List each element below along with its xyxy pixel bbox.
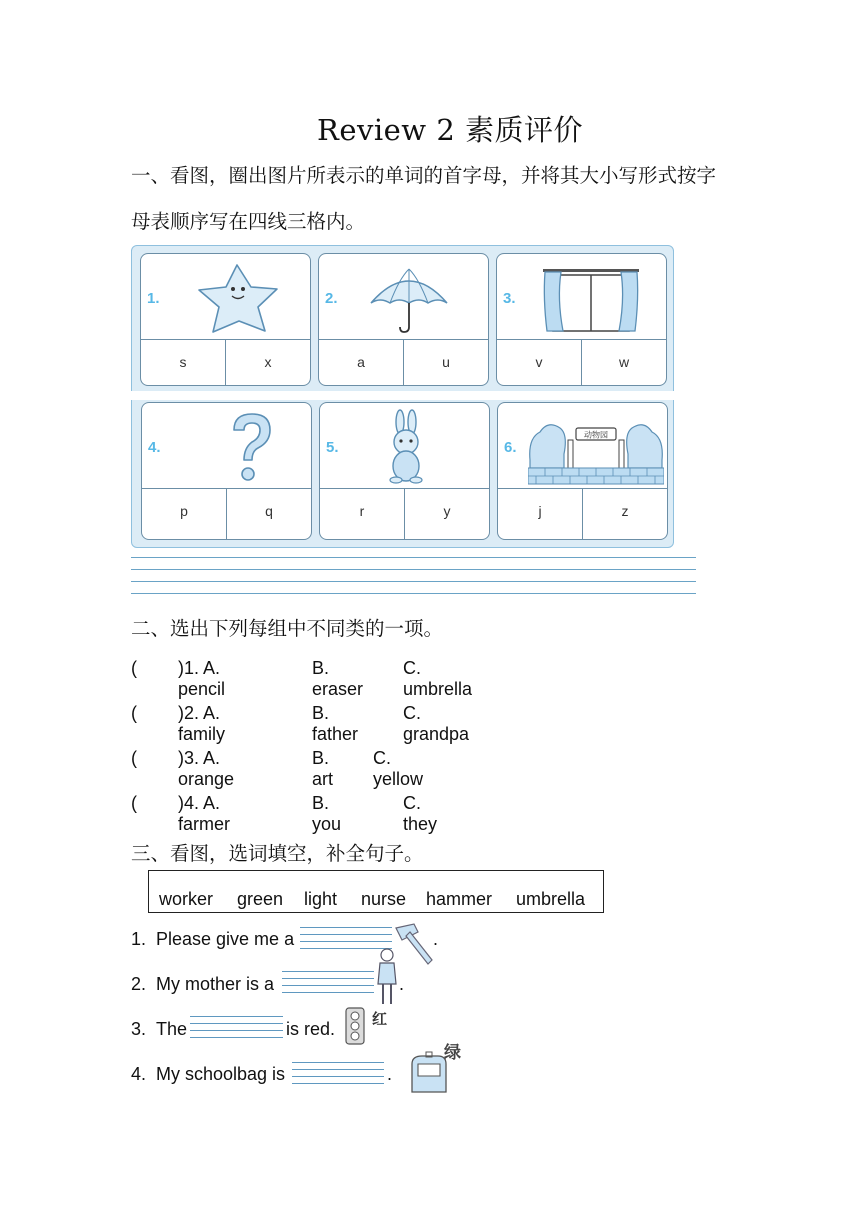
option-a: )3. A. orange	[178, 748, 235, 789]
word-bank-word: hammer	[426, 889, 493, 909]
option-a: )1. A. pencil	[178, 658, 226, 699]
option-letter[interactable]: y	[404, 489, 489, 539]
picture-card-5	[319, 402, 490, 540]
word-bank	[148, 870, 604, 913]
option-b: B. you	[312, 793, 342, 834]
picture-card-1	[140, 253, 311, 386]
word-bank-word: worker	[159, 889, 214, 909]
option-c: C. yellow	[373, 748, 424, 789]
option-row	[142, 488, 311, 539]
option-letter[interactable]: w	[581, 340, 666, 385]
option-letter[interactable]: v	[535, 354, 543, 370]
option-row	[319, 339, 488, 385]
red-label: 红	[372, 1010, 388, 1028]
writing-line	[131, 581, 696, 582]
sentence-end: .	[399, 974, 405, 994]
option-letter[interactable]: a	[357, 354, 365, 370]
option-row	[498, 488, 667, 539]
option-letter[interactable]: r	[359, 503, 365, 519]
answer-blank-2[interactable]	[282, 969, 374, 995]
picture-card-6	[497, 402, 668, 540]
green-label: 绿	[444, 1043, 461, 1063]
option-letter[interactable]: x	[225, 340, 310, 385]
option-c: C. they	[403, 793, 438, 834]
answer-paren[interactable]: (	[131, 748, 137, 768]
section1-instruction-line2: 母表顺序写在四线三格内。	[131, 210, 366, 233]
question-mark-picture	[172, 408, 308, 486]
sentence-text: Please give me a	[156, 929, 295, 949]
picture-card-4	[141, 402, 312, 540]
sentence-number: 1.	[131, 929, 147, 949]
writing-line	[131, 557, 696, 558]
answer-blank-3[interactable]	[190, 1014, 283, 1040]
option-b: B. eraser	[312, 658, 364, 699]
option-c: C. umbrella	[403, 658, 473, 699]
sentence-number: 3.	[131, 1019, 147, 1039]
word-bank-word: umbrella	[516, 889, 586, 909]
option-c: C. grandpa	[403, 703, 470, 744]
rabbit-picture	[350, 408, 486, 486]
sentence-text: My mother is a	[156, 974, 275, 994]
option-letter[interactable]: p	[180, 503, 188, 519]
sentence-end: is red.	[286, 1019, 336, 1039]
option-letter[interactable]: z	[582, 489, 667, 539]
sentence-text: My schoolbag is	[156, 1064, 286, 1084]
card-number: 1.	[147, 290, 160, 307]
option-row	[320, 488, 489, 539]
option-letter[interactable]: u	[403, 340, 488, 385]
section3-heading: 三、看图，选词填空，补全句子。	[131, 842, 424, 865]
option-a: )2. A. family	[178, 703, 226, 744]
window-picture	[527, 259, 663, 337]
option-letter[interactable]: q	[226, 489, 311, 539]
writing-line	[131, 569, 696, 570]
zoo-sign-text: 动物园	[584, 430, 608, 440]
page-title: Review 2 素质评价	[316, 113, 584, 147]
picture-card-3	[496, 253, 667, 386]
panel-gap	[124, 391, 684, 400]
nurse-picture	[374, 946, 400, 1008]
section2-heading: 二、选出下列每组中不同类的一项。	[131, 617, 444, 640]
writing-line	[131, 593, 696, 594]
zoo-picture	[528, 408, 664, 486]
option-letter[interactable]: j	[538, 503, 542, 519]
option-row	[497, 339, 666, 385]
picture-card-2	[318, 253, 489, 386]
option-letter[interactable]: s	[179, 354, 187, 370]
sentence-text: The	[156, 1019, 188, 1039]
option-b: B. art	[312, 748, 334, 789]
section1-instruction-line1: 一、看图，圈出图片所表示的单词的首字母，并将其大小写形式按字	[131, 164, 717, 187]
answer-blank-4[interactable]	[292, 1060, 384, 1086]
option-b: B. father	[312, 703, 359, 744]
word-bank-word: nurse	[361, 889, 407, 909]
sentence-end: .	[433, 929, 439, 949]
card-number: 3.	[503, 290, 516, 307]
card-number: 4.	[148, 439, 161, 456]
sentence-end: .	[387, 1064, 393, 1084]
star-picture	[171, 259, 307, 337]
sentence-number: 2.	[131, 974, 147, 994]
sentence-number: 4.	[131, 1064, 147, 1084]
word-bank-word: green	[237, 889, 284, 909]
umbrella-picture	[349, 259, 485, 337]
answer-paren[interactable]: (	[131, 793, 137, 813]
card-number: 2.	[325, 290, 338, 307]
option-row	[141, 339, 310, 385]
traffic-light-picture	[340, 1006, 370, 1050]
answer-paren[interactable]: (	[131, 658, 137, 678]
card-number: 5.	[326, 439, 339, 456]
option-a: )4. A. farmer	[178, 793, 231, 834]
answer-paren[interactable]: (	[131, 703, 137, 723]
card-number: 6.	[504, 439, 517, 456]
word-bank-word: light	[304, 889, 338, 909]
